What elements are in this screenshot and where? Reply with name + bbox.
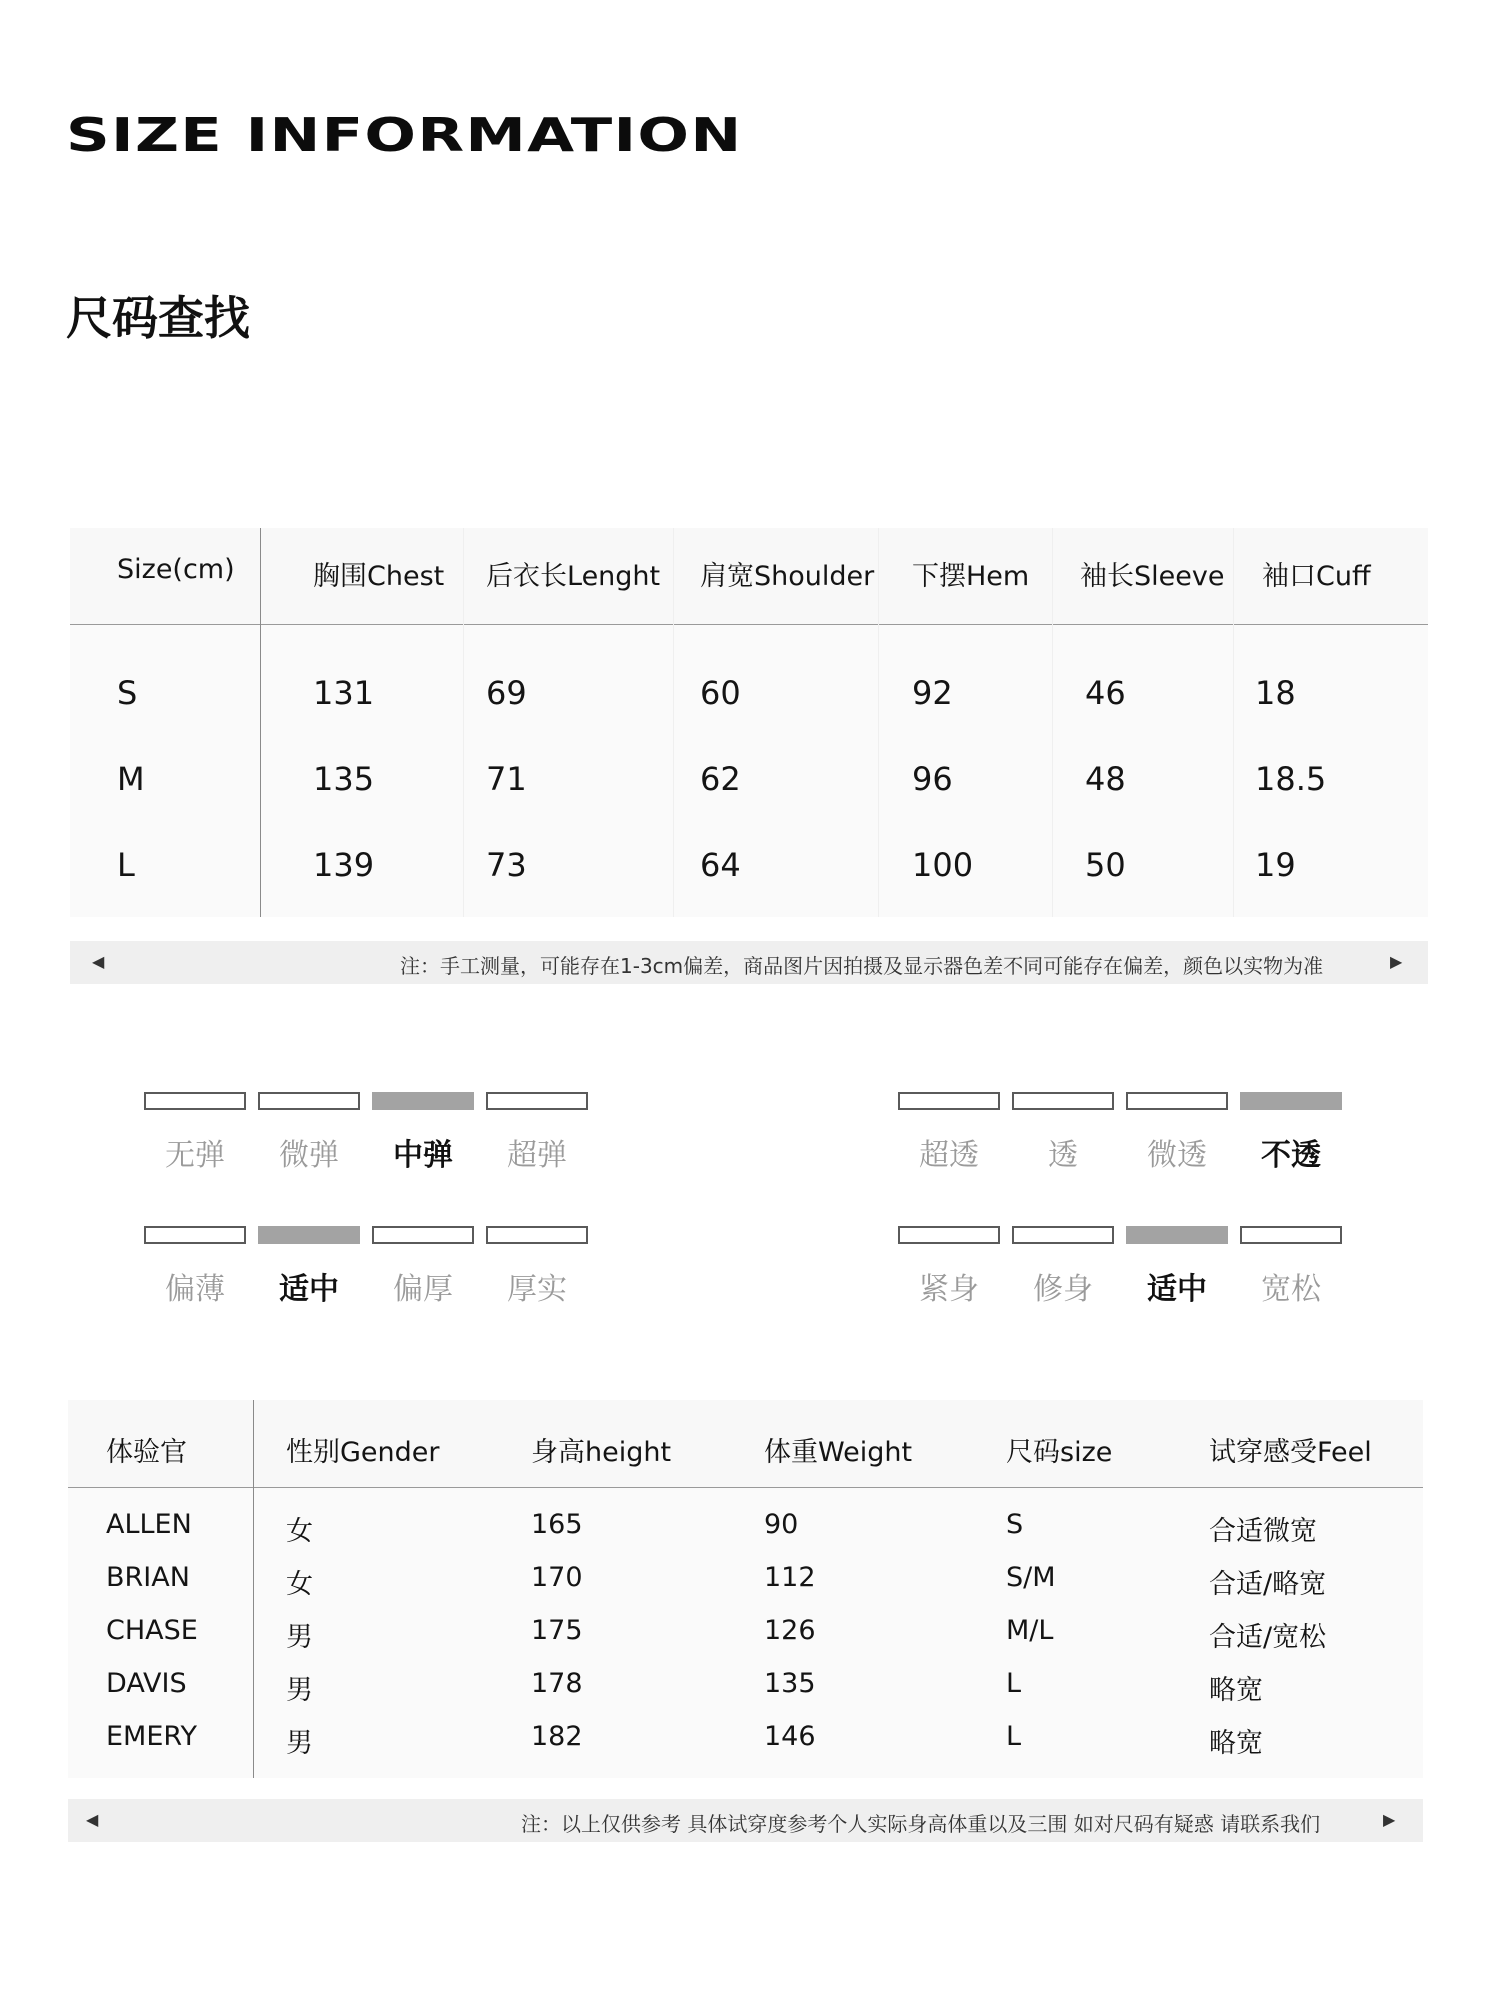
elasticity-scale	[144, 1092, 590, 1172]
scale-label: 宽松	[1261, 1272, 1321, 1307]
scale-label: 厚实	[507, 1272, 567, 1307]
scale-label: 修身	[1033, 1272, 1093, 1307]
table-cell: S	[117, 674, 138, 712]
table-cell: M/L	[1006, 1615, 1054, 1646]
table-cell: 男	[286, 1622, 313, 1653]
scale-label-selected: 适中	[279, 1272, 339, 1307]
table-cell: CHASE	[106, 1615, 198, 1646]
scroll-note-bar[interactable]	[70, 941, 1428, 984]
table-cell: 178	[531, 1668, 583, 1699]
scale-label-selected: 中弹	[393, 1138, 453, 1173]
column-divider	[673, 528, 674, 917]
column-header-chest: 胸围Chest	[313, 561, 445, 592]
scale-segment-selected	[258, 1226, 360, 1244]
page-title-en: SIZE INFORMATION	[66, 108, 743, 162]
scale-label: 超弹	[507, 1138, 567, 1173]
table-cell: ALLEN	[106, 1509, 192, 1540]
column-header-length: 后衣长Lenght	[486, 561, 661, 592]
column-divider	[878, 528, 879, 917]
scale-label: 无弹	[165, 1138, 225, 1173]
scale-label: 微弹	[279, 1138, 339, 1173]
table-cell: 73	[486, 846, 527, 884]
scroll-left-arrow-icon[interactable]: ◀	[92, 952, 105, 971]
table-cell: 48	[1085, 760, 1126, 798]
column-header-hem: 下摆Hem	[912, 561, 1030, 592]
table-cell: 126	[764, 1615, 816, 1646]
table-cell: EMERY	[106, 1721, 197, 1752]
column-header-gender: 性别Gender	[286, 1437, 440, 1468]
scale-label-selected: 不透	[1261, 1138, 1321, 1173]
table-cell: 合适微宽	[1209, 1516, 1317, 1547]
column-header-tester: 体验官	[106, 1437, 187, 1468]
scale-segment	[898, 1226, 1000, 1244]
table-cell: 18.5	[1255, 760, 1327, 798]
table-cell: 69	[486, 674, 527, 712]
table-cell: 64	[700, 846, 741, 884]
scroll-note-bar[interactable]	[68, 1799, 1423, 1842]
table-cell: 112	[764, 1562, 816, 1593]
column-header-size: 尺码size	[1006, 1437, 1113, 1468]
scale-segment	[898, 1092, 1000, 1110]
scroll-right-arrow-icon[interactable]: ▶	[1383, 1810, 1396, 1829]
scale-segment	[1240, 1226, 1342, 1244]
table-cell: 92	[912, 674, 953, 712]
column-header-size: Size(cm)	[117, 554, 235, 585]
table-cell: L	[1006, 1721, 1022, 1752]
table-cell: 135	[313, 760, 375, 798]
scale-label: 超透	[919, 1138, 979, 1173]
table-cell: 46	[1085, 674, 1126, 712]
table-cell: 男	[286, 1675, 313, 1706]
scale-label: 微透	[1147, 1138, 1207, 1173]
table-cell: 131	[313, 674, 375, 712]
table-cell: 100	[912, 846, 974, 884]
scale-segment	[486, 1226, 588, 1244]
scale-segment-selected	[1240, 1092, 1342, 1110]
table-cell: S	[1006, 1509, 1024, 1540]
measurement-note: 注：手工测量，可能存在1-3cm偏差，商品图片因拍摄及显示器色差不同可能存在偏差，颜色以实物为准	[400, 954, 1324, 978]
column-header-shoulder: 肩宽Shoulder	[700, 561, 875, 592]
column-header-feel: 试穿感受Feel	[1209, 1437, 1372, 1468]
table-cell: 139	[313, 846, 375, 884]
scroll-right-arrow-icon[interactable]: ▶	[1390, 952, 1403, 971]
scale-segment	[1012, 1226, 1114, 1244]
table-cell: 19	[1255, 846, 1296, 884]
size-table	[70, 528, 1428, 983]
table-cell: 女	[286, 1516, 313, 1547]
scale-label: 紧身	[919, 1272, 979, 1307]
scale-segment	[258, 1092, 360, 1110]
table-cell: 175	[531, 1615, 583, 1646]
table-cell: 合适/略宽	[1209, 1569, 1327, 1600]
table-cell: 略宽	[1209, 1675, 1263, 1706]
table-cell: 18	[1255, 674, 1296, 712]
table-cell: 135	[764, 1668, 816, 1699]
scroll-left-arrow-icon[interactable]: ◀	[86, 1810, 99, 1829]
fit-scale	[898, 1226, 1344, 1306]
scale-segment-selected	[372, 1092, 474, 1110]
table-cell: S/M	[1006, 1562, 1056, 1593]
table-cell: 182	[531, 1721, 583, 1752]
table-cell: 62	[700, 760, 741, 798]
scale-label: 偏厚	[393, 1272, 453, 1307]
table-cell: 146	[764, 1721, 816, 1752]
table-cell: M	[117, 760, 145, 798]
column-divider	[1233, 528, 1234, 917]
table-cell: DAVIS	[106, 1668, 187, 1699]
table-cell: 60	[700, 674, 741, 712]
size-table-body	[70, 625, 1428, 917]
table-cell: 90	[764, 1509, 799, 1540]
column-header-cuff: 袖口Cuff	[1262, 561, 1371, 592]
table-cell: 96	[912, 760, 953, 798]
scale-segment	[1012, 1092, 1114, 1110]
thickness-scale	[144, 1226, 590, 1306]
scale-label-selected: 适中	[1147, 1272, 1207, 1307]
table-cell: 略宽	[1209, 1728, 1263, 1759]
column-header-sleeve: 袖长Sleeve	[1080, 561, 1225, 592]
scale-segment	[144, 1092, 246, 1110]
scale-segment	[1126, 1092, 1228, 1110]
table-cell: 女	[286, 1569, 313, 1600]
column-header-height: 身高height	[531, 1437, 672, 1468]
column-header-weight: 体重Weight	[764, 1437, 913, 1468]
column-divider	[260, 528, 261, 917]
scale-segment	[372, 1226, 474, 1244]
scale-segment	[486, 1092, 588, 1110]
scale-segment-selected	[1126, 1226, 1228, 1244]
scale-label: 偏薄	[165, 1272, 225, 1307]
scale-label: 透	[1048, 1138, 1078, 1173]
transparency-scale	[898, 1092, 1344, 1172]
reference-note: 注：以上仅供参考 具体试穿度参考个人实际身高体重以及三围 如对尺码有疑惑 请联系我们	[521, 1812, 1321, 1836]
table-cell: 50	[1085, 846, 1126, 884]
table-cell: L	[1006, 1668, 1022, 1699]
header-divider	[68, 1487, 1423, 1488]
page-title-cn: 尺码查找	[66, 291, 250, 345]
table-cell: L	[117, 846, 135, 884]
column-divider	[253, 1400, 254, 1778]
column-divider	[463, 528, 464, 917]
table-cell: 合适/宽松	[1209, 1622, 1327, 1653]
table-cell: 71	[486, 760, 527, 798]
column-divider	[1052, 528, 1053, 917]
tester-table	[68, 1400, 1423, 1842]
table-cell: 男	[286, 1728, 313, 1759]
table-cell: 165	[531, 1509, 583, 1540]
table-cell: 170	[531, 1562, 583, 1593]
table-cell: BRIAN	[106, 1562, 190, 1593]
header-divider	[70, 624, 1428, 625]
scale-segment	[144, 1226, 246, 1244]
